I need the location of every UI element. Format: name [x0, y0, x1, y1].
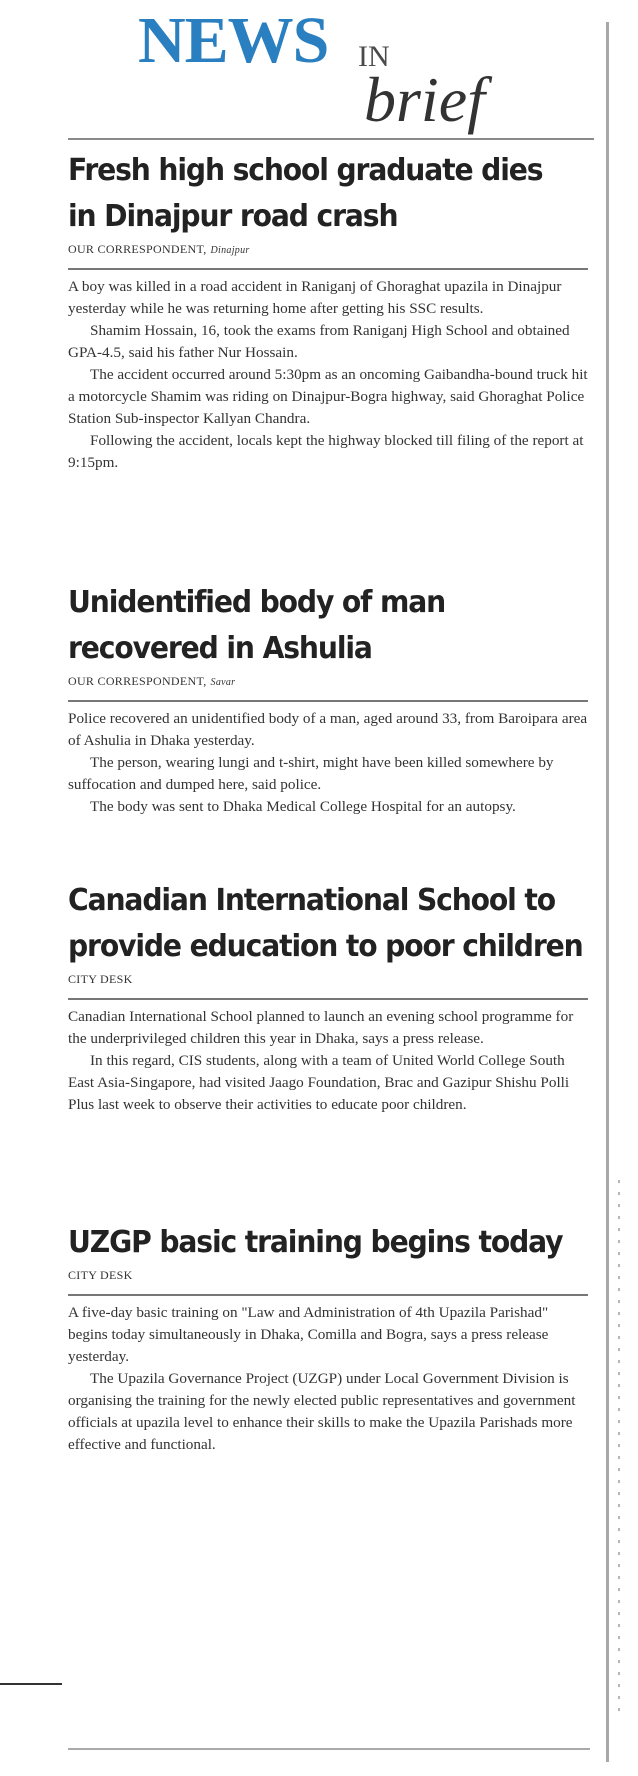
headline-line: Canadian International School to — [68, 883, 556, 918]
byline-rule — [68, 700, 588, 702]
headline-line: Fresh high school graduate dies — [68, 153, 543, 188]
story — [68, 1220, 588, 1456]
story — [68, 580, 588, 818]
byline-author: CITY DESK — [68, 1268, 133, 1282]
story-body — [68, 276, 588, 474]
adjacent-column-rule — [0, 1683, 62, 1685]
story-paragraph: Police recovered an unidentified body of a man, aged around 33, from Baroipara area of Ashulia in Dhaka yesterday. — [68, 710, 588, 749]
story-byline — [68, 1268, 588, 1288]
column-divider — [606, 22, 609, 1762]
story-paragraph: The person, wearing lungi and t-shirt, might have been killed somewhere by suffocation and dumped here, said police. — [68, 754, 554, 793]
column-divider-dotted — [618, 1180, 620, 1720]
story-paragraph: Canadian International School planned to launch an evening school programme for the underprivileged children this year in Dhaka, says a press release. — [68, 1008, 574, 1047]
story-headline — [68, 1220, 588, 1266]
story-paragraph: In this regard, CIS students, along with a team of United World College South East Asia-Singapore, had visited Jaago Foundation, Brac and Gazipur Shishu Polli Plus last week to observe their activities to educate poor children. — [68, 1052, 570, 1113]
story-byline — [68, 674, 588, 694]
news-in-brief-column — [68, 0, 588, 1453]
masthead-in: IN — [358, 40, 390, 73]
byline-rule — [68, 1294, 588, 1296]
masthead — [68, 0, 588, 140]
story-paragraph: A boy was killed in a road accident in Raniganj of Ghoraghat upazila in Dinajpur yesterday while he was returning home after getting his SSC results. — [68, 278, 562, 317]
byline-author: CITY DESK — [68, 972, 133, 986]
story-paragraph: The Upazila Governance Project (UZGP) under Local Government Division is organising the training for the newly elected public representatives and government officials at upazila level to enhance their skills to make the Upazila Parishads more effective and functional. — [68, 1370, 576, 1453]
headline-line: Unidentified body of man — [68, 585, 446, 620]
story-body — [68, 708, 588, 818]
bottom-rule — [68, 1748, 590, 1750]
byline-rule — [68, 998, 588, 1000]
story-headline — [68, 148, 588, 240]
story-body — [68, 1006, 588, 1116]
masthead-news: NEWS — [138, 4, 329, 77]
story-headline — [68, 878, 588, 970]
byline-author: OUR CORRESPONDENT, — [68, 674, 207, 688]
story — [68, 878, 588, 1116]
headline-line: in Dinajpur road crash — [68, 199, 398, 234]
story — [68, 148, 588, 474]
story-paragraph: The accident occurred around 5:30pm as an oncoming Gaibandha-bound truck hit a motorcycle Shamim was riding on Dinajpur-Bogra highway, said Ghoraghat Police Station Sub-inspector Kallyan Chandra. — [68, 366, 588, 427]
headline-line: provide education to poor children — [68, 929, 583, 964]
byline-location: Savar — [210, 677, 236, 688]
story-body — [68, 1302, 588, 1456]
masthead-brief: brief — [364, 64, 485, 135]
story-byline — [68, 242, 588, 262]
byline-rule — [68, 268, 588, 270]
story-paragraph: The body was sent to Dhaka Medical College Hospital for an autopsy. — [90, 798, 516, 815]
byline-location: Dinajpur — [210, 245, 250, 256]
headline-line: UZGP basic training begins today — [68, 1225, 563, 1260]
headline-line: recovered in Ashulia — [68, 631, 372, 666]
story-byline — [68, 972, 588, 992]
story-headline — [68, 580, 588, 672]
story-paragraph: Shamim Hossain, 16, took the exams from Raniganj High School and obtained GPA-4.5, said his father Nur Hossain. — [68, 322, 570, 361]
masthead-rule — [68, 138, 594, 140]
story-paragraph: A five-day basic training on "Law and Administration of 4th Upazila Parishad" begins today simultaneously in Dhaka, Comilla and Bogra, says a press release yesterday. — [68, 1304, 549, 1365]
byline-author: OUR CORRESPONDENT, — [68, 242, 207, 256]
story-paragraph: Following the accident, locals kept the highway blocked till filing of the report at 9:15pm. — [68, 432, 584, 471]
